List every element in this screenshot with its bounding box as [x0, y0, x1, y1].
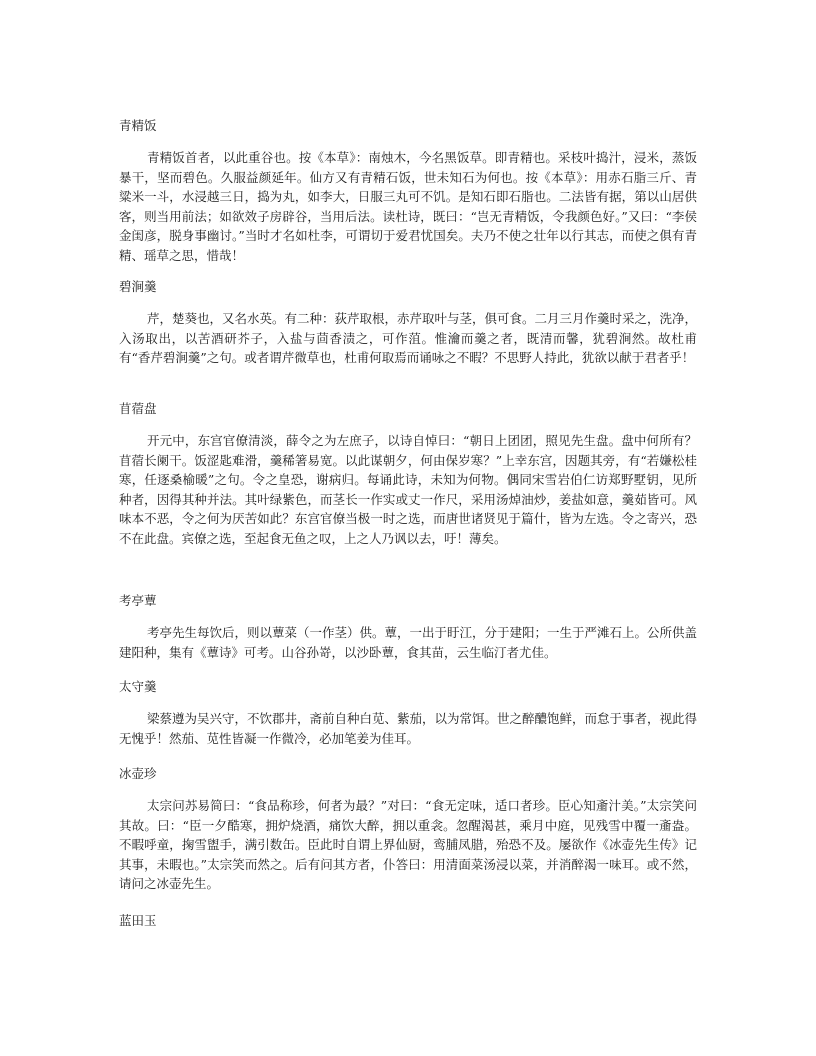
section-title-kaotingxun: 考亭蕈 [119, 593, 157, 608]
section-title-bijiangeng: 碧涧羹 [119, 279, 157, 294]
section-body-taishougeng: 梁蔡遵为吴兴守，不饮郡井，斋前自种白苋、紫茄，以为常饵。世之醉醲饱鲜，而怠于事者，视此得无愧乎！然茄、苋性皆凝一作微冷，必加笔姜为佳耳。 [119, 711, 698, 746]
section-body-binghuzhen: 太宗问苏易简曰：“食品称珍，何者为最？”对曰：“食无定味，适口者珍。臣心知齑汁美。”太宗笑问其故。曰：“臣一夕酷寒，拥炉烧酒，痛饮大醉，拥以重衾。忽醒渴甚，乘月中庭，见残雪中覆一齑盎。不暇呼童，掬雪盥手，满引数缶。臣此时自谓上界仙厨，鸾脯凤腊，殆恐不及。屡欲作《冰壶先生传》记其事，未暇也。”太宗笑而然之。后有问其方者，仆答曰：用清面菜汤浸以菜，并消醉渴一味耳。或不然，请问之冰壶先生。 [119, 798, 697, 892]
section-title-taishougeng: 太守羹 [119, 679, 157, 694]
section-body-kaotingxun: 考亭先生每饮后，则以蕈菜（一作茎）供。蕈，一出于盱江，分于建阳；一生于严滩石上。公所供盖建阳种，集有《蕈诗》可考。山谷孙嵜，以沙卧蕈，食其苗，云生临汀者尤佳。 [119, 625, 698, 660]
section-body-muxupan: 开元中，东宫官僚清淡，薛令之为左庶子，以诗自悼曰：“朝日上团团，照见先生盘。盘中何所有？苜蓿长阑干。饭涩匙难滑，羹稀箸易宽。以此谋朝夕，何由保岁寒？”上幸东宫，因题其旁，有“若嫌松桂寒，任逐桑榆暖”之句。令之皇恐，谢病归。每诵此诗，未知为何物。偶同宋雪岩伯仁访郑野墅钥，见所种者，因得其种并法。其叶绿紫色，而茎长一作实或丈一作尺，采用汤焯油炒，姜盐如意，羹茹皆可。风味本不恶，令之何为厌苦如此？东宫官僚当极一时之选，而唐世诸贤见于篇什，皆为左选。令之寄兴，恐不在此盘。宾僚之选，至起食无鱼之叹，上之人乃讽以去，吁！薄矣。 [119, 433, 697, 546]
section-title-qingjingfan: 青精饭 [119, 118, 157, 133]
section-body-qingjingfan: 青精饭首者，以此重谷也。按《本草》：南烛木，今名黑饭草。即青精也。采枝叶捣汁，浸米，蒸饭暴干，坚而碧色。久服益颜延年。仙方又有青精石饭，世未知石为何也。按《本草》：用赤石脂三斤、青粱米一斗，水浸越三日，捣为丸，如李大，日服三丸可不饥。是知石即石脂也。二法皆有据，第以山居供客，则当用前法；如欲效子房辟谷，当用后法。读杜诗，既曰：“岂无青精饭，令我颜色好。”又曰：“李侯金闺彦，脱身事幽讨。”当时才名如杜李，可谓切于爱君忧国矣。夫乃不使之壮年以行其志，而使之俱有青精、瑶草之思，惜哉！ [119, 150, 697, 263]
section-title-muxupan: 苜蓿盘 [119, 401, 157, 416]
section-title-lantianyu: 蓝田玉 [119, 913, 157, 928]
section-title-binghuzhen: 冰壶珍 [119, 766, 157, 781]
section-body-bijiangeng: 芹，楚葵也，又名水英。有二种：荻芹取根，赤芹取叶与茎，俱可食。二月三月作羹时采之，洗净，入汤取出，以苦酒研芥子，入盐与茴香渍之，可作菹。惟瀹而羹之者，既清而馨，犹碧涧然。故杜甫有“香芹碧涧羹”之句。或者谓芹微草也，杜甫何取焉而诵咏之不暇？不思野人持此，犹欲以献于君者乎！ [119, 311, 698, 366]
